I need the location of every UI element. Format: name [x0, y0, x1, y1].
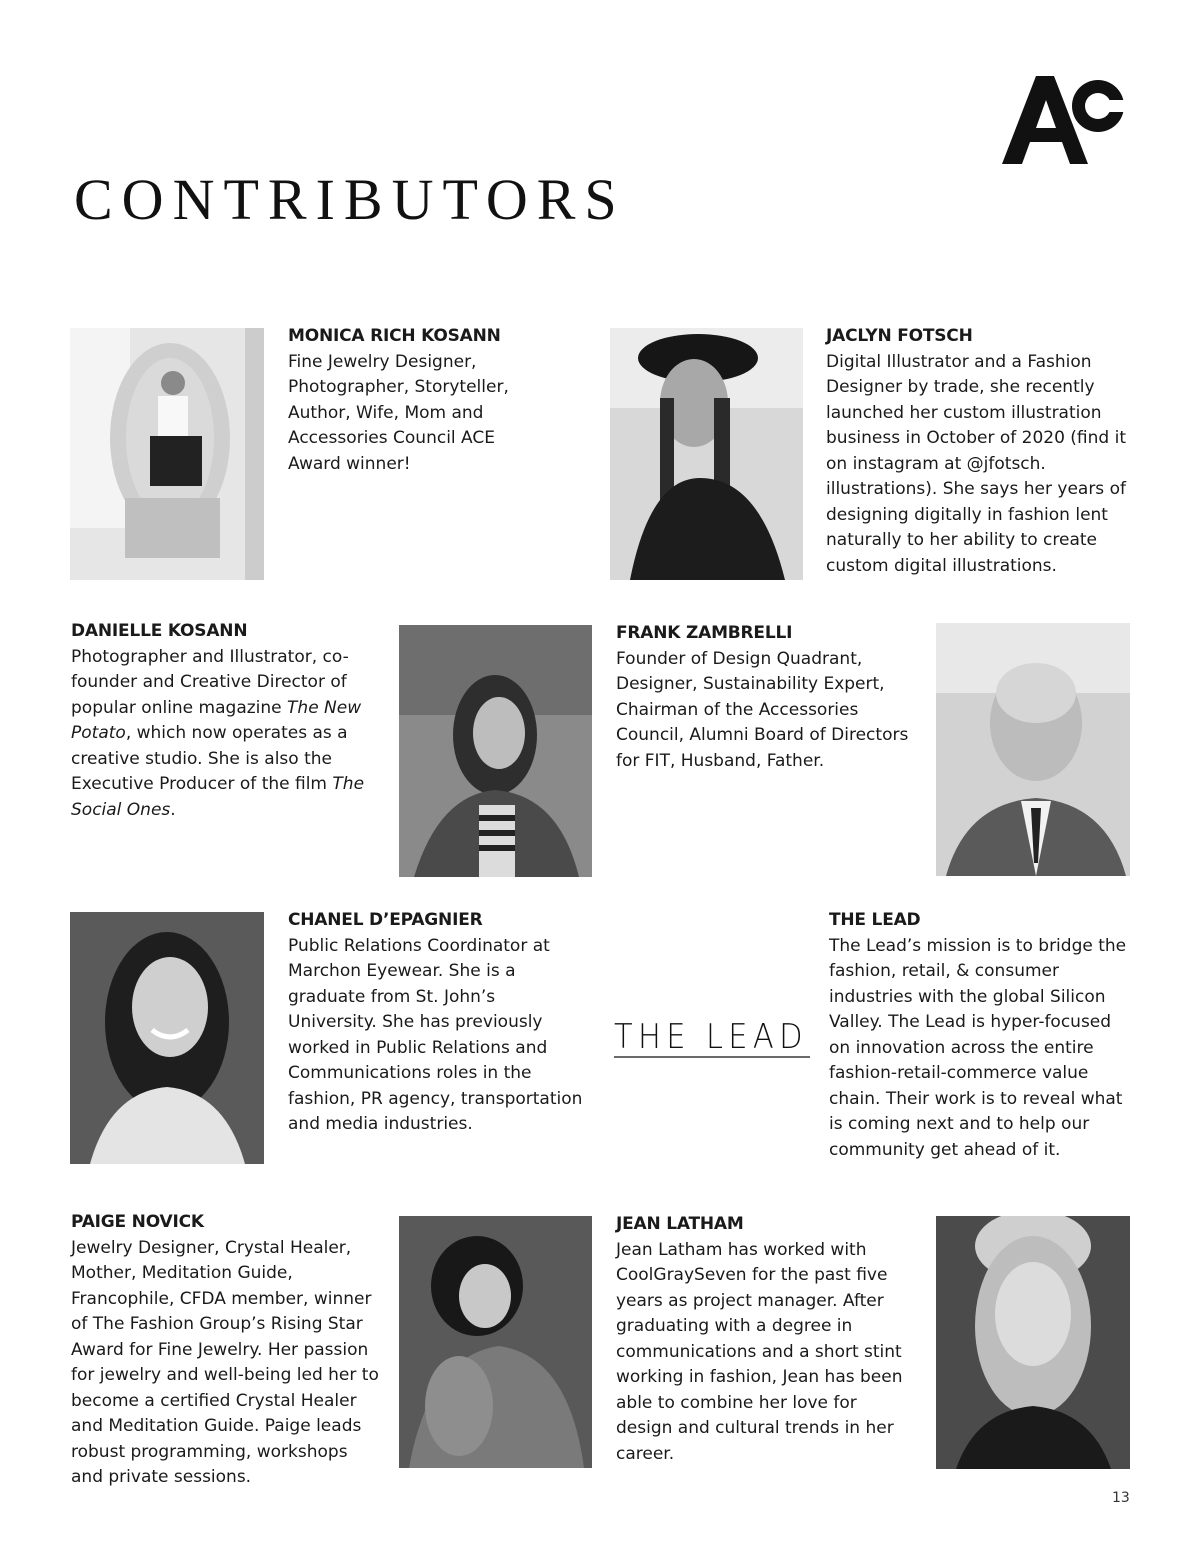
contributor-name: PAIGE NOVICK	[71, 1212, 204, 1232]
contributor-description: Jean Latham has worked with CoolGraySeven for the past five years as project manager. After graduating with a degree in communications and a short stint working in fashion, Jean has been able to combine her love for design and cultural trends in her career.	[616, 1239, 903, 1464]
the-lead-logo	[614, 1010, 810, 1060]
contributor-bio-paige	[71, 1210, 381, 1491]
contributor-name: CHANEL D’EPAGNIER	[288, 910, 483, 930]
contributor-photo-chanel	[70, 912, 264, 1164]
contributor-name: JEAN LATHAM	[616, 1214, 744, 1234]
contributor-name: JACLYN FOTSCH	[826, 326, 973, 346]
contributor-description: The Lead’s mission is to bridge the fashion, retail, & consumer industries with the global Silicon Valley. The Lead is hyper-focused on innovation across the entire fashion-retail-commerce value chain. Their work is to reveal what is coming next and to help our community get ahead of it.	[829, 935, 1127, 1160]
contributor-description	[71, 645, 371, 824]
contributor-photo-paige	[399, 1216, 592, 1468]
contributor-description: Founder of Design Quadrant, Designer, Sustainability Expert, Chairman of the Accessories Council, Alumni Board of Directors for FIT, Husband, Father.	[616, 648, 909, 771]
contributor-photo-jean	[936, 1216, 1130, 1469]
contributor-bio-frank	[616, 621, 916, 774]
contributor-description: Public Relations Coordinator at Marchon Eyewear. She is a graduate from St. John’s University. She has previously worked in Public Relations and Communications roles in the fashion, PR agency, transportation and media industries.	[288, 935, 583, 1134]
contributor-description: Digital Illustrator and a Fashion Designer by trade, she recently launched her custom illustration business in October of 2020 (find it on instagram at @jfotsch. illustrations). She says her years of designing digitally in fashion lent naturally to her ability to create custom digital illustrations.	[826, 351, 1126, 576]
contributor-name: FRANK ZAMBRELLI	[616, 623, 793, 643]
contributor-name: MONICA RICH KOSANN	[288, 326, 501, 346]
contributor-bio-jean	[616, 1212, 916, 1467]
bio-text: , which now operates as a creative studio. She is also the Executive Producer of the film	[71, 723, 348, 794]
contributor-bio-jaclyn	[826, 324, 1126, 579]
contributor-photo-monica	[70, 328, 264, 580]
bio-italic-title: The New Potato	[71, 697, 362, 743]
page-title: CONTRIBUTORS	[74, 167, 626, 232]
contributor-photo-jaclyn	[610, 328, 803, 580]
bio-italic-title: The Social Ones	[71, 774, 365, 820]
contributor-name: THE LEAD	[829, 910, 921, 930]
page-number: 13	[1112, 1490, 1130, 1506]
contributor-bio-monica	[288, 324, 528, 477]
contributor-bio-chanel	[288, 908, 588, 1138]
contributor-bio-danielle	[71, 619, 371, 823]
bio-text: Photographer and Illustrator, co-founder and Creative Director of popular online magazine	[71, 646, 349, 718]
contributor-bio-the-lead	[829, 908, 1129, 1163]
bio-text: .	[170, 799, 176, 820]
the-lead-logo-text: THE LEAD	[614, 1017, 808, 1057]
contributor-description: Fine Jewelry Designer, Photographer, Storyteller, Author, Wife, Mom and Accessories Council ACE Award winner!	[288, 351, 509, 474]
ac-logo	[1002, 72, 1130, 168]
contributor-description: Jewelry Designer, Crystal Healer, Mother, Meditation Guide, Francophile, CFDA member, winner of The Fashion Group’s Rising Star Award for Fine Jewelry. Her passion for jewelry and well-being led her to become a certified Crystal Healer and Meditation Guide. Paige leads robust programming, workshops and private sessions.	[71, 1237, 379, 1487]
contributor-photo-danielle	[399, 625, 592, 877]
contributor-photo-frank	[936, 623, 1130, 876]
contributor-name: DANIELLE KOSANN	[71, 621, 248, 641]
